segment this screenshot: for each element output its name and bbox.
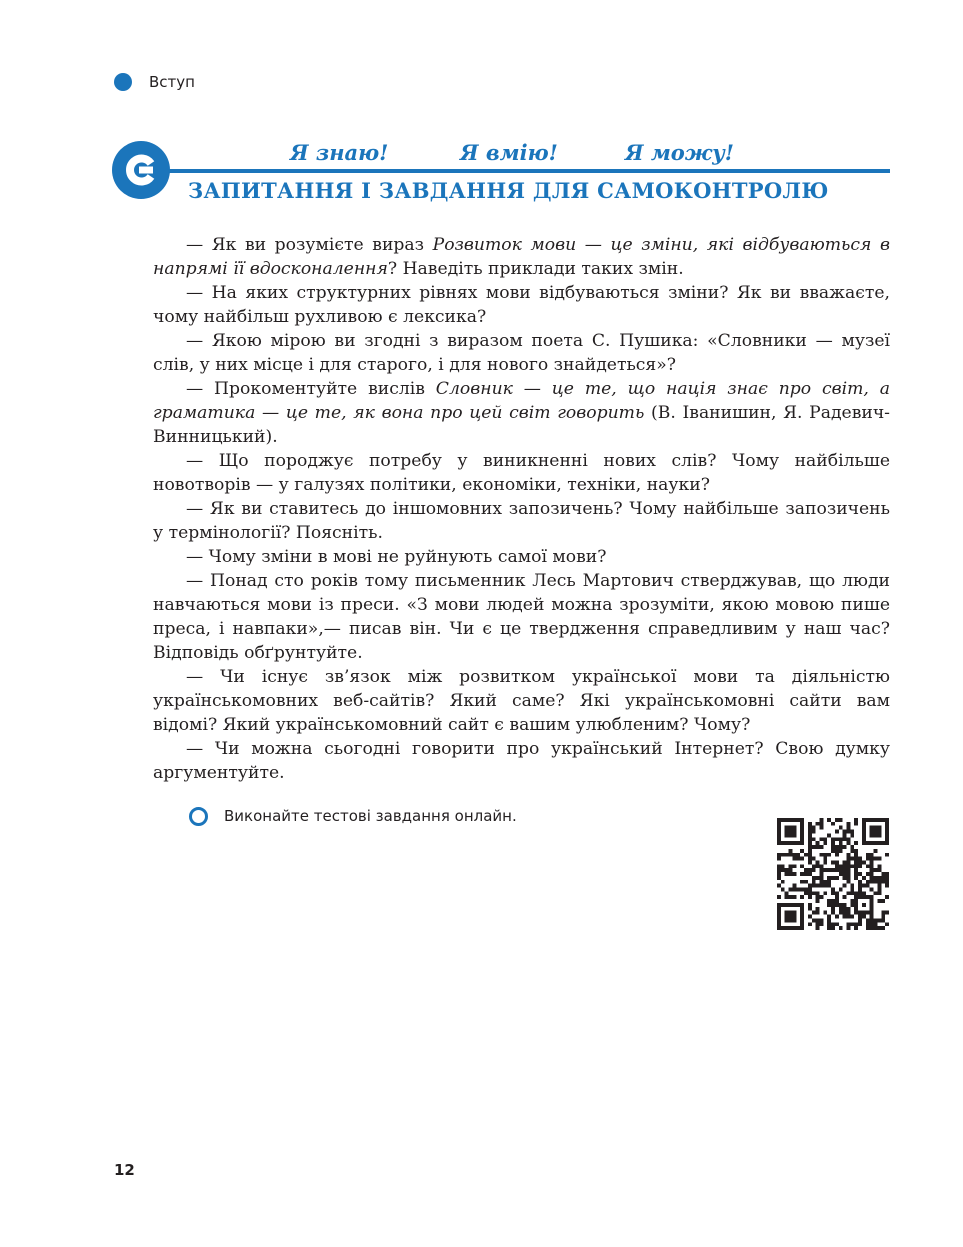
self-control-badge-icon [112,141,170,199]
question-text: — Понад сто років тому письменник Лесь Мартович стверджував, що люди навчаються мови із преси. «З мови людей можна зрозуміти, якою мовою пише преса, і навпаки»,— писав він. Чи є це твердження справедливим у наш час? Відповідь обґрунтуйте. [153,571,890,663]
question-item [153,233,890,281]
section-header [114,70,195,94]
online-task-text[interactable]: Виконайте тестові завдання онлайн. [224,807,517,825]
question-text: ? Наведіть приклади таких змін. [387,259,684,279]
question-item [153,737,890,785]
question-text: — Як ви ставитесь до іншомовних запозичень? Чому найбільше запозичень у термінології? Поясніть. [153,499,890,543]
title-rule [168,169,890,173]
question-text: (В. Іванишин, Я. Радевич-Винницький). [153,403,890,447]
question-quote: Розвиток мови — це зміни, які відбуваються в напрямі її вдосконалення [153,235,890,279]
question-text: — Чи можна сьогодні говорити про український Інтернет? Свою думку аргументуйте. [153,739,890,783]
question-list [153,233,890,785]
question-text: — Чому зміни в мові не руйнують самої мови? [186,547,607,567]
section-bullet-icon [114,73,132,91]
ring-icon [189,807,208,826]
question-text: — На яких структурних рівнях мови відбуваються зміни? Як ви вважаєте, чому найбільш рухливою є лексика? [153,283,890,327]
qr-code-icon[interactable] [777,818,889,930]
question-item [153,329,890,377]
section-title: ЗАПИТАННЯ І ЗАВДАННЯ ДЛЯ САМОКОНТРОЛЮ [188,178,829,203]
motto-know: Я знаю! [290,140,389,165]
section-name: Вступ [149,73,195,91]
question-item [153,377,890,449]
question-item [153,569,890,665]
online-task[interactable] [189,804,517,828]
question-item [153,449,890,497]
motto-can: Я вмію! [460,140,558,165]
question-text: — Прокоментуйте вислів [186,379,436,399]
question-text: — Як ви розумієте вираз [186,235,433,255]
question-item [153,497,890,545]
question-text: — Що породжує потребу у виникненні нових слів? Чому найбільше новотворів — у галузях політики, економіки, техніки, науки? [153,451,890,495]
question-quote: Словник — це те, що нація знає про світ, а граматика — це те, як вона про цей світ говорить [153,379,891,423]
question-text: — Чи існує зв’язок між розвитком української мови та діяльністю українськомовних веб-сайтів? Який саме? Які українськомовні сайти вам відомі? Який українськомовний сайт є вашим улюбленим? Чому? [153,667,890,735]
question-item [153,545,890,569]
page-number: 12 [114,1161,135,1179]
question-item [153,281,890,329]
question-text: — Якою мірою ви згодні з виразом поета С. Пушика: «Словники — музеї слів, у них місце і для старого, і для нового знайдеться»? [153,331,890,375]
motto-able: Я можу! [625,140,734,165]
question-item [153,665,890,737]
